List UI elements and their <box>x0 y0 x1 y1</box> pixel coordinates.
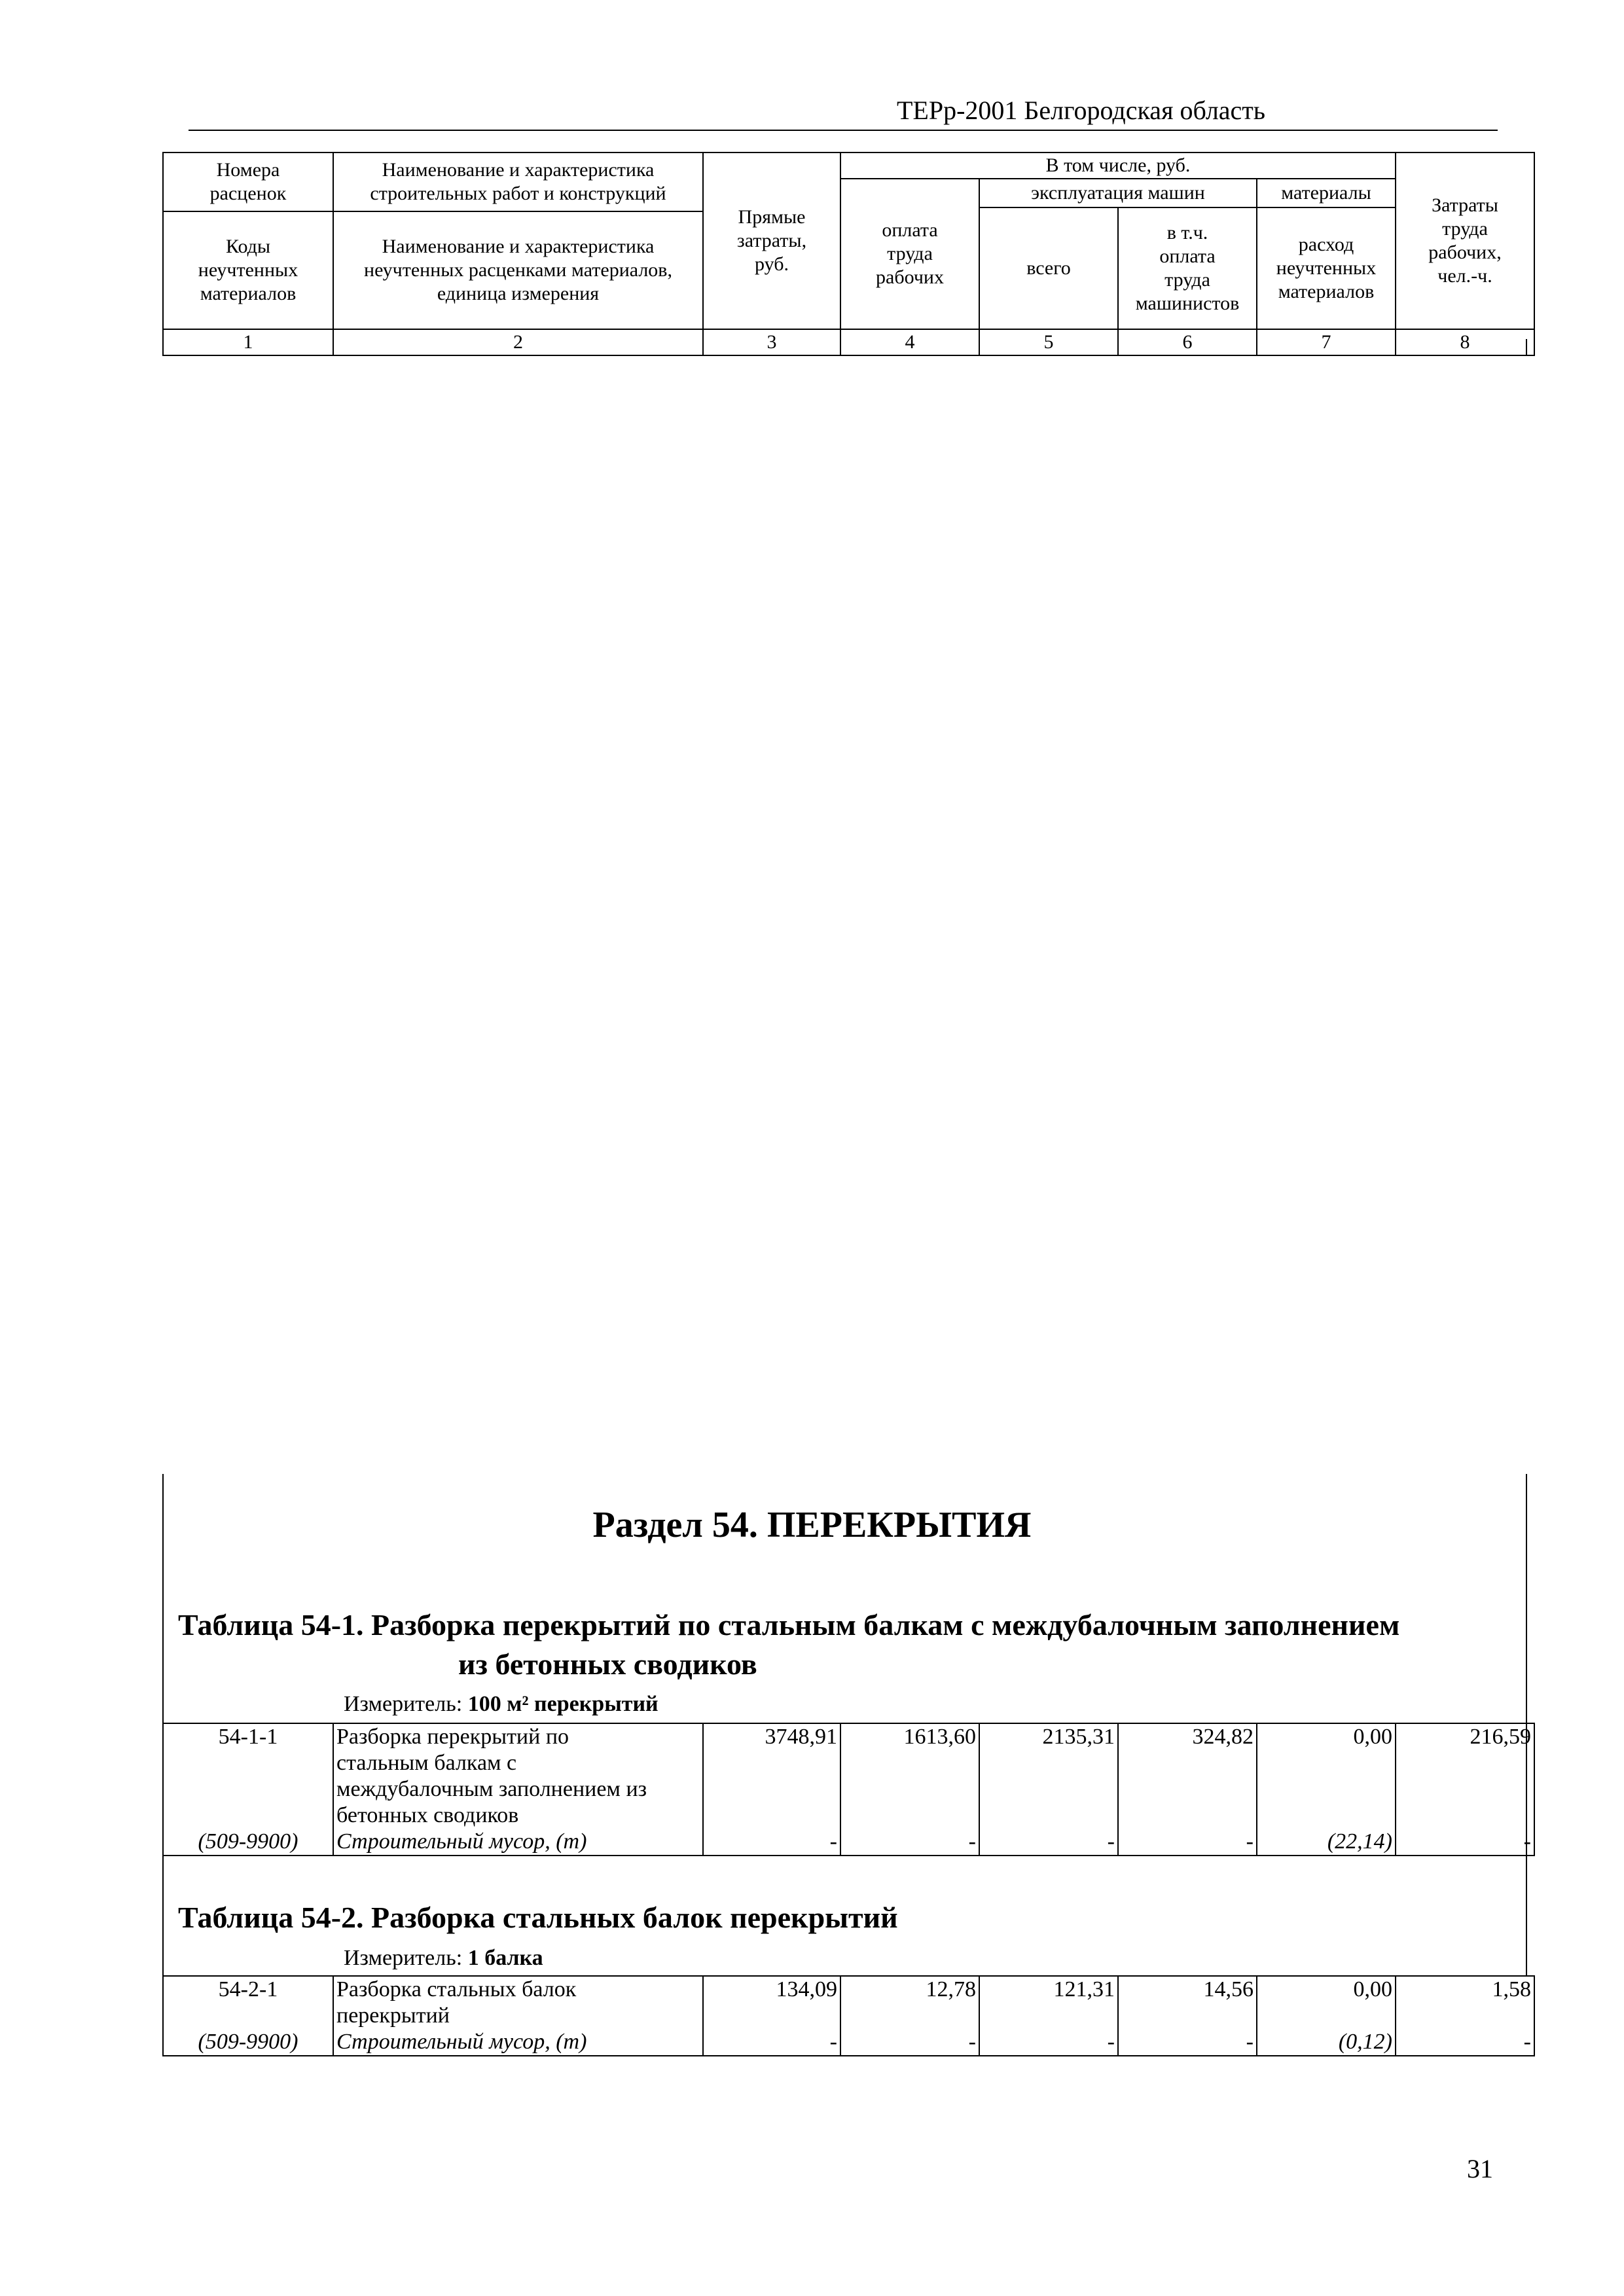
material-code: (509-9900) <box>163 1829 333 1856</box>
running-header: ТЕРр-2001 Белгородская область <box>897 96 1266 125</box>
labor-hours: 1,58 <box>1396 1976 1534 2029</box>
meter-value: 1 балка <box>467 1946 543 1970</box>
col-number: 6 <box>1118 329 1257 355</box>
col-number: 1 <box>163 329 333 355</box>
header-material-name: Наименование и характеристика неучтенных расценками материалов, единица измерения <box>333 211 703 329</box>
meter-label: Измеритель: <box>344 1946 463 1970</box>
table-border-right-stub <box>1526 339 1527 355</box>
direct-costs: 3748,91 <box>703 1723 840 1829</box>
table-54-1-title-cont: из бетонных сводиков <box>458 1647 757 1681</box>
table-54-2 <box>162 1975 1535 2056</box>
machinists-pay: 14,56 <box>1118 1976 1257 2029</box>
material-code: (509-9900) <box>163 2029 333 2056</box>
col-number: 3 <box>703 329 840 355</box>
header-materials-group: материалы <box>1257 179 1396 207</box>
header-work-name: Наименование и характеристика строительных работ и конструкций <box>333 152 703 211</box>
table-border-left-stub <box>162 339 164 355</box>
direct-costs: 134,09 <box>703 1976 840 2029</box>
material-c5: - <box>979 1829 1118 1856</box>
meter-value: 100 м² перекрытий <box>467 1692 659 1716</box>
material-name: Строительный мусор, (т) <box>333 1829 703 1856</box>
material-c8: - <box>1396 1829 1534 1856</box>
machines-total: 2135,31 <box>979 1723 1118 1829</box>
labor-pay: 12,78 <box>840 1976 979 2029</box>
material-c8: - <box>1396 2029 1534 2056</box>
header-labor-pay: оплата труда рабочих <box>840 179 979 329</box>
material-c3: - <box>703 1829 840 1856</box>
material-c4: - <box>840 2029 979 2056</box>
col-number: 4 <box>840 329 979 355</box>
material-c6: - <box>1118 2029 1257 2056</box>
page-number: 31 <box>1467 2154 1493 2183</box>
material-c6: - <box>1118 1829 1257 1856</box>
material-c7: (22,14) <box>1257 1829 1396 1856</box>
labor-hours: 216,59 <box>1396 1723 1534 1829</box>
table-row <box>163 1976 1534 2029</box>
header-machinists-pay: в т.ч. оплата труда машинистов <box>1118 207 1257 329</box>
material-row <box>163 1829 1534 1856</box>
rate-name: Разборка перекрытий по стальным балкам с междубалочным заполнением из бетонных сводиков <box>333 1723 703 1829</box>
section-title: Раздел 54. ПЕРЕКРЫТИЯ <box>592 1505 1032 1545</box>
materials: 0,00 <box>1257 1976 1396 2029</box>
material-c3: - <box>703 2029 840 2056</box>
rate-code: 54-2-1 <box>163 1976 333 2029</box>
material-name: Строительный мусор, (т) <box>333 2029 703 2056</box>
table-54-1-title: Таблица 54-1. Разборка перекрытий по стальным балкам с междубалочным заполнением <box>178 1608 1400 1641</box>
table-54-1-meter <box>344 1692 659 1717</box>
material-c7: (0,12) <box>1257 2029 1396 2056</box>
machinists-pay: 324,82 <box>1118 1723 1257 1829</box>
header-direct-costs: Прямые затраты, руб. <box>703 152 840 329</box>
col-number: 2 <box>333 329 703 355</box>
col-number: 8 <box>1396 329 1534 355</box>
header-material-codes: Коды неучтенных материалов <box>163 211 333 329</box>
header-unaccounted-materials: расход неучтенных материалов <box>1257 207 1396 329</box>
col-number: 5 <box>979 329 1118 355</box>
header-number-row <box>163 329 1534 355</box>
header-labor-hours: Затраты труда рабочих, чел.-ч. <box>1396 152 1534 329</box>
header-machines-total: всего <box>979 207 1118 329</box>
meter-label: Измеритель: <box>344 1692 463 1716</box>
materials: 0,00 <box>1257 1723 1396 1829</box>
table-54-2-title: Таблица 54-2. Разборка стальных балок перекрытий <box>178 1901 898 1934</box>
table-54-1 <box>162 1723 1535 1856</box>
table-54-2-meter <box>344 1946 543 1971</box>
material-row <box>163 2029 1534 2056</box>
header-rule <box>189 130 1498 131</box>
labor-pay: 1613,60 <box>840 1723 979 1829</box>
material-c4: - <box>840 1829 979 1856</box>
rate-code: 54-1-1 <box>163 1723 333 1829</box>
column-header-table <box>162 152 1535 356</box>
col-number: 7 <box>1257 329 1396 355</box>
header-rate-numbers: Номера расценок <box>163 152 333 211</box>
header-including-group: В том числе, руб. <box>840 152 1396 179</box>
material-c5: - <box>979 2029 1118 2056</box>
machines-total: 121,31 <box>979 1976 1118 2029</box>
table-row <box>163 1723 1534 1829</box>
header-machines-group: эксплуатация машин <box>979 179 1257 207</box>
rate-name: Разборка стальных балок перекрытий <box>333 1976 703 2029</box>
